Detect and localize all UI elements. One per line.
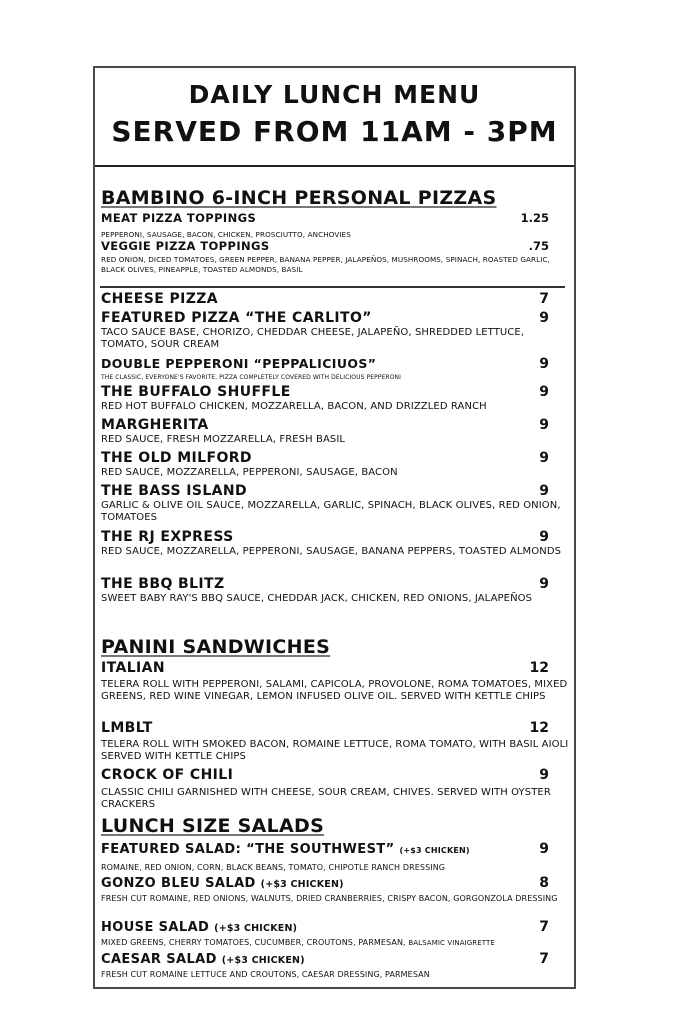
item-price: 9: [539, 356, 549, 372]
section-bambino: [101, 187, 574, 209]
topping-veggie: [101, 238, 574, 275]
item-price: 9: [539, 450, 549, 466]
item-price: 12: [529, 660, 549, 676]
menu-item-bass-island: [101, 483, 574, 524]
item-price: 7: [539, 951, 549, 967]
item-desc: GARLIC & OLIVE OIL SAUCE, MOZZARELLA, GARLIC, SPINACH, BLACK OLIVES, RED ONION, TOMATOES: [101, 500, 561, 523]
section-title-bambino: BAMBINO 6-INCH PERSONAL PIZZAS: [101, 187, 497, 209]
item-name: HOUSE SALAD (+$3 CHICKEN): [101, 920, 298, 935]
item-desc: THE CLASSIC, EVERYONE'S FAVORITE, PIZZA COMPLETELY COVERED WITH DELICIOUS PEPPERONI: [101, 374, 401, 381]
item-name: LMBLT: [101, 720, 153, 736]
item-name: ITALIAN: [101, 660, 165, 676]
item-name: FEATURED PIZZA “THE CARLITO”: [101, 310, 372, 326]
serving-hours: SERVED FROM 11AM - 3PM: [111, 115, 558, 148]
section-title-panini: PANINI SANDWICHES: [101, 636, 331, 658]
menu-item-margherita: [101, 417, 574, 446]
menu-item-carlito: [101, 310, 574, 351]
menu-body: [95, 167, 574, 985]
section-salads: [101, 815, 574, 837]
item-desc: CLASSIC CHILI GARNISHED WITH CHEESE, SOUR CREAM, CHIVES. SERVED WITH OYSTER CRACKERS: [101, 787, 551, 810]
item-price: 1.25: [520, 211, 549, 225]
menu-item-crock-of-chili: [101, 767, 574, 811]
item-price: 9: [539, 767, 549, 783]
menu-title: DAILY LUNCH MENU: [188, 80, 481, 109]
menu-header: [95, 68, 574, 167]
menu-item-southwest-salad: [101, 841, 574, 873]
item-name: MEAT PIZZA TOPPINGS: [101, 211, 257, 225]
item-name: MARGHERITA: [101, 417, 209, 433]
item-price: 12: [529, 720, 549, 736]
item-desc: TELERA ROLL WITH PEPPERONI, SALAMI, CAPICOLA, PROVOLONE, ROMA TOMATOES, MIXED GREENS, RED WINE VINEGAR, LEMON INFUSED OLIVE OIL. SERVED WITH KETTLE CHIPS: [101, 679, 568, 702]
item-desc: RED ONION, DICED TOMATOES, GREEN PEPPER, BANANA PEPPER, JALAPEÑOS, MUSHROOMS, SPINACH, ROASTED GARLIC, BLACK OLIVES, PINEAPPLE, TOASTED ALMONDS, BASIL: [101, 255, 550, 274]
item-desc: RED SAUCE, MOZZARELLA, PEPPERONI, SAUSAGE, BACON: [101, 467, 398, 478]
section-divider: [100, 286, 565, 288]
chicken-addon: (+$3 CHICKEN): [399, 846, 470, 855]
item-desc: FRESH CUT ROMAINE, RED ONIONS, WALNUTS, DRIED CRANBERRIES, CRISPY BACON, GORGONZOLA DRESSING: [101, 894, 558, 903]
item-name: THE BUFFALO SHUFFLE: [101, 384, 291, 400]
item-desc: RED SAUCE, MOZZARELLA, PEPPERONI, SAUSAGE, BANANA PEPPERS, TOASTED ALMONDS: [101, 546, 562, 557]
menu-item-double-pepperoni: [101, 355, 574, 382]
menu-item-caesar-salad: [101, 951, 574, 980]
item-name: GONZO BLEU SALAD (+$3 CHICKEN): [101, 876, 344, 891]
menu-item-buffalo-shuffle: [101, 384, 574, 413]
item-name: CAESAR SALAD (+$3 CHICKEN): [101, 952, 305, 967]
item-price: 7: [539, 291, 549, 307]
item-desc: TELERA ROLL WITH SMOKED BACON, ROMAINE LETTUCE, ROMA TOMATO, WITH BASIL AIOLI SERVED WITH KETTLE CHIPS: [101, 739, 569, 762]
item-price: 8: [539, 875, 549, 891]
item-name: THE OLD MILFORD: [101, 450, 252, 466]
chicken-addon: (+$3 CHICKEN): [260, 879, 344, 890]
item-price: 9: [539, 417, 549, 433]
item-desc: ROMAINE, RED ONION, CORN, BLACK BEANS, TOMATO, CHIPOTLE RANCH DRESSING: [101, 863, 446, 872]
item-desc: RED SAUCE, FRESH MOZZARELLA, FRESH BASIL: [101, 434, 346, 445]
menu-item-italian: [101, 660, 574, 703]
chicken-addon: (+$3 CHICKEN): [214, 923, 298, 934]
item-price: 9: [539, 483, 549, 499]
chicken-addon: (+$3 CHICKEN): [221, 955, 305, 966]
menu-item-lmblt: [101, 720, 574, 763]
item-name: THE BASS ISLAND: [101, 483, 248, 499]
menu-item-old-milford: [101, 450, 574, 479]
item-name: THE RJ EXPRESS: [101, 529, 234, 545]
item-desc: TACO SAUCE BASE, CHORIZO, CHEDDAR CHEESE, JALAPEÑO, SHREDDED LETTUCE, TOMATO, SOUR CREAM: [101, 327, 525, 350]
item-desc: MIXED GREENS, CHERRY TOMATOES, CUCUMBER, CROUTONS, PARMESAN, BALSAMIC VINAIGRETTE: [101, 938, 495, 947]
menu-item-rj-express: [101, 529, 574, 558]
section-panini: [101, 636, 574, 658]
item-price: 9: [539, 529, 549, 545]
item-price: 9: [539, 384, 549, 400]
item-desc: RED HOT BUFFALO CHICKEN, MOZZARELLA, BACON, AND DRIZZLED RANCH: [101, 401, 487, 412]
menu-frame: [93, 66, 576, 989]
topping-meat: [101, 210, 574, 240]
item-price: 7: [539, 919, 549, 935]
item-name: VEGGIE PIZZA TOPPINGS: [101, 239, 270, 253]
item-price: 9: [539, 310, 549, 326]
menu-item-bbq-blitz: [101, 576, 574, 605]
item-name: DOUBLE PEPPERONI “PEPPALICIUOS”: [101, 356, 377, 371]
item-desc: SWEET BABY RAY'S BBQ SAUCE, CHEDDAR JACK, CHICKEN, RED ONIONS, JALAPEÑOS: [101, 593, 533, 604]
item-price: 9: [539, 576, 549, 592]
item-name: CROCK OF CHILI: [101, 767, 234, 783]
section-title-salads: LUNCH SIZE SALADS: [101, 815, 325, 837]
item-name: CHEESE PIZZA: [101, 291, 219, 307]
item-desc: PEPPERONI, SAUSAGE, BACON, CHICKEN, PROSCIUTTO, ANCHOVIES: [101, 230, 351, 239]
item-name: FEATURED SALAD: “THE SOUTHWEST” (+$3 CHICKEN): [101, 842, 470, 857]
item-name: THE BBQ BLITZ: [101, 576, 225, 592]
menu-item-cheese-pizza: [101, 291, 574, 308]
menu-item-house-salad: [101, 919, 574, 948]
item-desc: FRESH CUT ROMAINE LETTUCE AND CROUTONS, CAESAR DRESSING, PARMESAN: [101, 970, 430, 979]
item-price: .75: [528, 239, 549, 253]
menu-item-gonzo-bleu-salad: [101, 875, 574, 904]
item-price: 9: [539, 841, 549, 857]
